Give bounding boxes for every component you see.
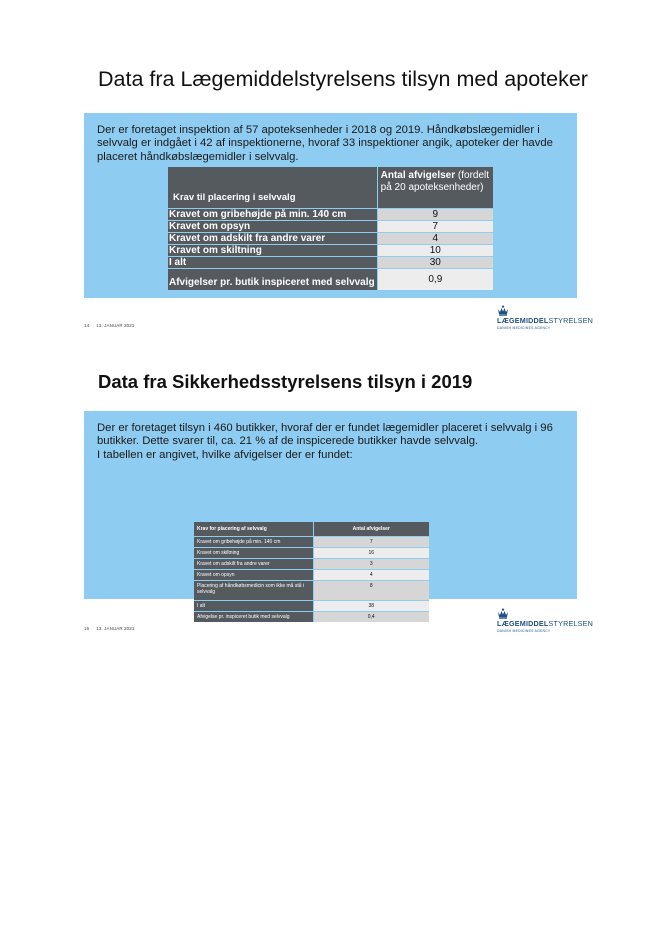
- intro-text: Der er foretaget inspektion af 57 apoteksenheder i 2018 og 2019. Håndkøbslægemidler i selvvalg er indgået i 42 af inspektionerne, hvoraf 33 inspektioner angik, apoteker der havde placeret håndkøbslægemidler i selvvalg.: [97, 124, 553, 163]
- row-label: Kravet om adskilt fra andre varer: [168, 232, 377, 244]
- table-header-count: [377, 167, 493, 208]
- logo-wordmark-bold: LÆGEMIDDEL: [497, 619, 549, 628]
- page-number: 14: [84, 323, 90, 328]
- table-row-total: [168, 256, 493, 268]
- row-value: 10: [377, 244, 493, 256]
- table-row: [194, 569, 429, 580]
- row-label: I alt: [194, 600, 313, 611]
- row-label: Kravet om opsyn: [194, 569, 313, 580]
- row-value: 0,4: [313, 611, 429, 622]
- table-header-requirement: Krav til placering i selvvalg: [168, 167, 377, 208]
- table-header-requirement: Krav for placering af selvvalg: [194, 522, 313, 536]
- slide-footer: [84, 323, 135, 328]
- slide-14: [0, 0, 661, 340]
- row-label: Kravet om opsyn: [168, 220, 377, 232]
- row-value: 16: [313, 547, 429, 558]
- slide-15: [0, 360, 661, 640]
- table-header-row: [168, 167, 493, 208]
- content-panel: [84, 411, 577, 620]
- row-label: Afvigelse pr. inspiceret butik med selvvalg: [194, 611, 313, 622]
- logo-wordmark: [497, 619, 594, 628]
- row-label: Kravet om adskilt fra andre varer: [194, 558, 313, 569]
- row-value: 3: [313, 558, 429, 569]
- slide-title: Data fra Lægemiddelstyrelsens tilsyn med apoteker: [98, 67, 588, 91]
- row-value: 0,9: [377, 268, 493, 290]
- row-label: Placering af håndkøbsmedicin som ikke må stå i selvvalg: [194, 580, 313, 600]
- crown-icon: [497, 608, 509, 619]
- table-row: [168, 208, 493, 220]
- footer-date: 13. JANUAR 2021: [96, 626, 135, 631]
- table-row: [168, 220, 493, 232]
- table-header-count-bold: Antal afvigelser: [380, 170, 456, 181]
- logo-wordmark-bold: LÆGEMIDDEL: [497, 316, 549, 325]
- row-value: 7: [313, 536, 429, 547]
- agency-logo: [497, 608, 594, 633]
- logo-wordmark-rest: STYRELSEN: [548, 316, 594, 325]
- logo-subtitle: DANISH MEDICINES AGENCY: [497, 629, 551, 633]
- crown-icon: [497, 305, 509, 316]
- logo-subtitle: DANISH MEDICINES AGENCY: [497, 326, 551, 330]
- table-header-row: [194, 522, 429, 536]
- slide-footer: [84, 626, 135, 631]
- intro-text: [97, 422, 567, 462]
- intro-line: I tabellen er angivet, hvilke afvigelser der er fundet:: [97, 448, 353, 461]
- page-number: 15: [84, 626, 90, 631]
- table-row: [168, 244, 493, 256]
- logo-wordmark-rest: STYRELSEN: [548, 619, 594, 628]
- row-label: Kravet om skiltning: [168, 244, 377, 256]
- row-label: Kravet om gribehøjde på min. 140 cm: [168, 208, 377, 220]
- table-header-count-note: (fordelt på 20 apoteksenheder): [380, 170, 490, 193]
- intro-line: Der er foretaget tilsyn i 460 butikker, hvoraf der er fundet lægemidler placeret i selvvalg i 96 butikker. Dette svarer til, ca. 21 % af de inspicerede butikker havde selvvalg.: [97, 422, 553, 448]
- row-value: 38: [313, 600, 429, 611]
- deviations-table: [194, 522, 429, 622]
- row-label: Kravet om skiltning: [194, 547, 313, 558]
- table-row-total: [194, 600, 429, 611]
- row-value: 30: [377, 256, 493, 268]
- slide-title: Data fra Sikkerhedsstyrelsens tilsyn i 2019: [98, 371, 473, 392]
- row-label: Kravet om gribehøjde på min. 140 cm: [194, 536, 313, 547]
- row-value: 8: [313, 580, 429, 600]
- agency-logo: [497, 305, 594, 330]
- row-value: 9: [377, 208, 493, 220]
- table-row-per-shop: [194, 611, 429, 622]
- row-label: I alt: [168, 256, 377, 268]
- table-header-count: Antal afvigelser: [313, 522, 429, 536]
- table-row: [194, 580, 429, 600]
- row-value: 4: [377, 232, 493, 244]
- table-row: [168, 232, 493, 244]
- table-row: [194, 547, 429, 558]
- table-row: [194, 558, 429, 569]
- deviations-table: [168, 167, 493, 290]
- row-label: Afvigelser pr. butik inspiceret med selvvalg: [168, 268, 377, 290]
- footer-date: 13. JANUAR 2021: [96, 323, 135, 328]
- table-row: [194, 536, 429, 547]
- table-row-per-shop: [168, 268, 493, 290]
- logo-wordmark: [497, 316, 594, 325]
- content-panel: [84, 113, 577, 298]
- row-value: 7: [377, 220, 493, 232]
- row-value: 4: [313, 569, 429, 580]
